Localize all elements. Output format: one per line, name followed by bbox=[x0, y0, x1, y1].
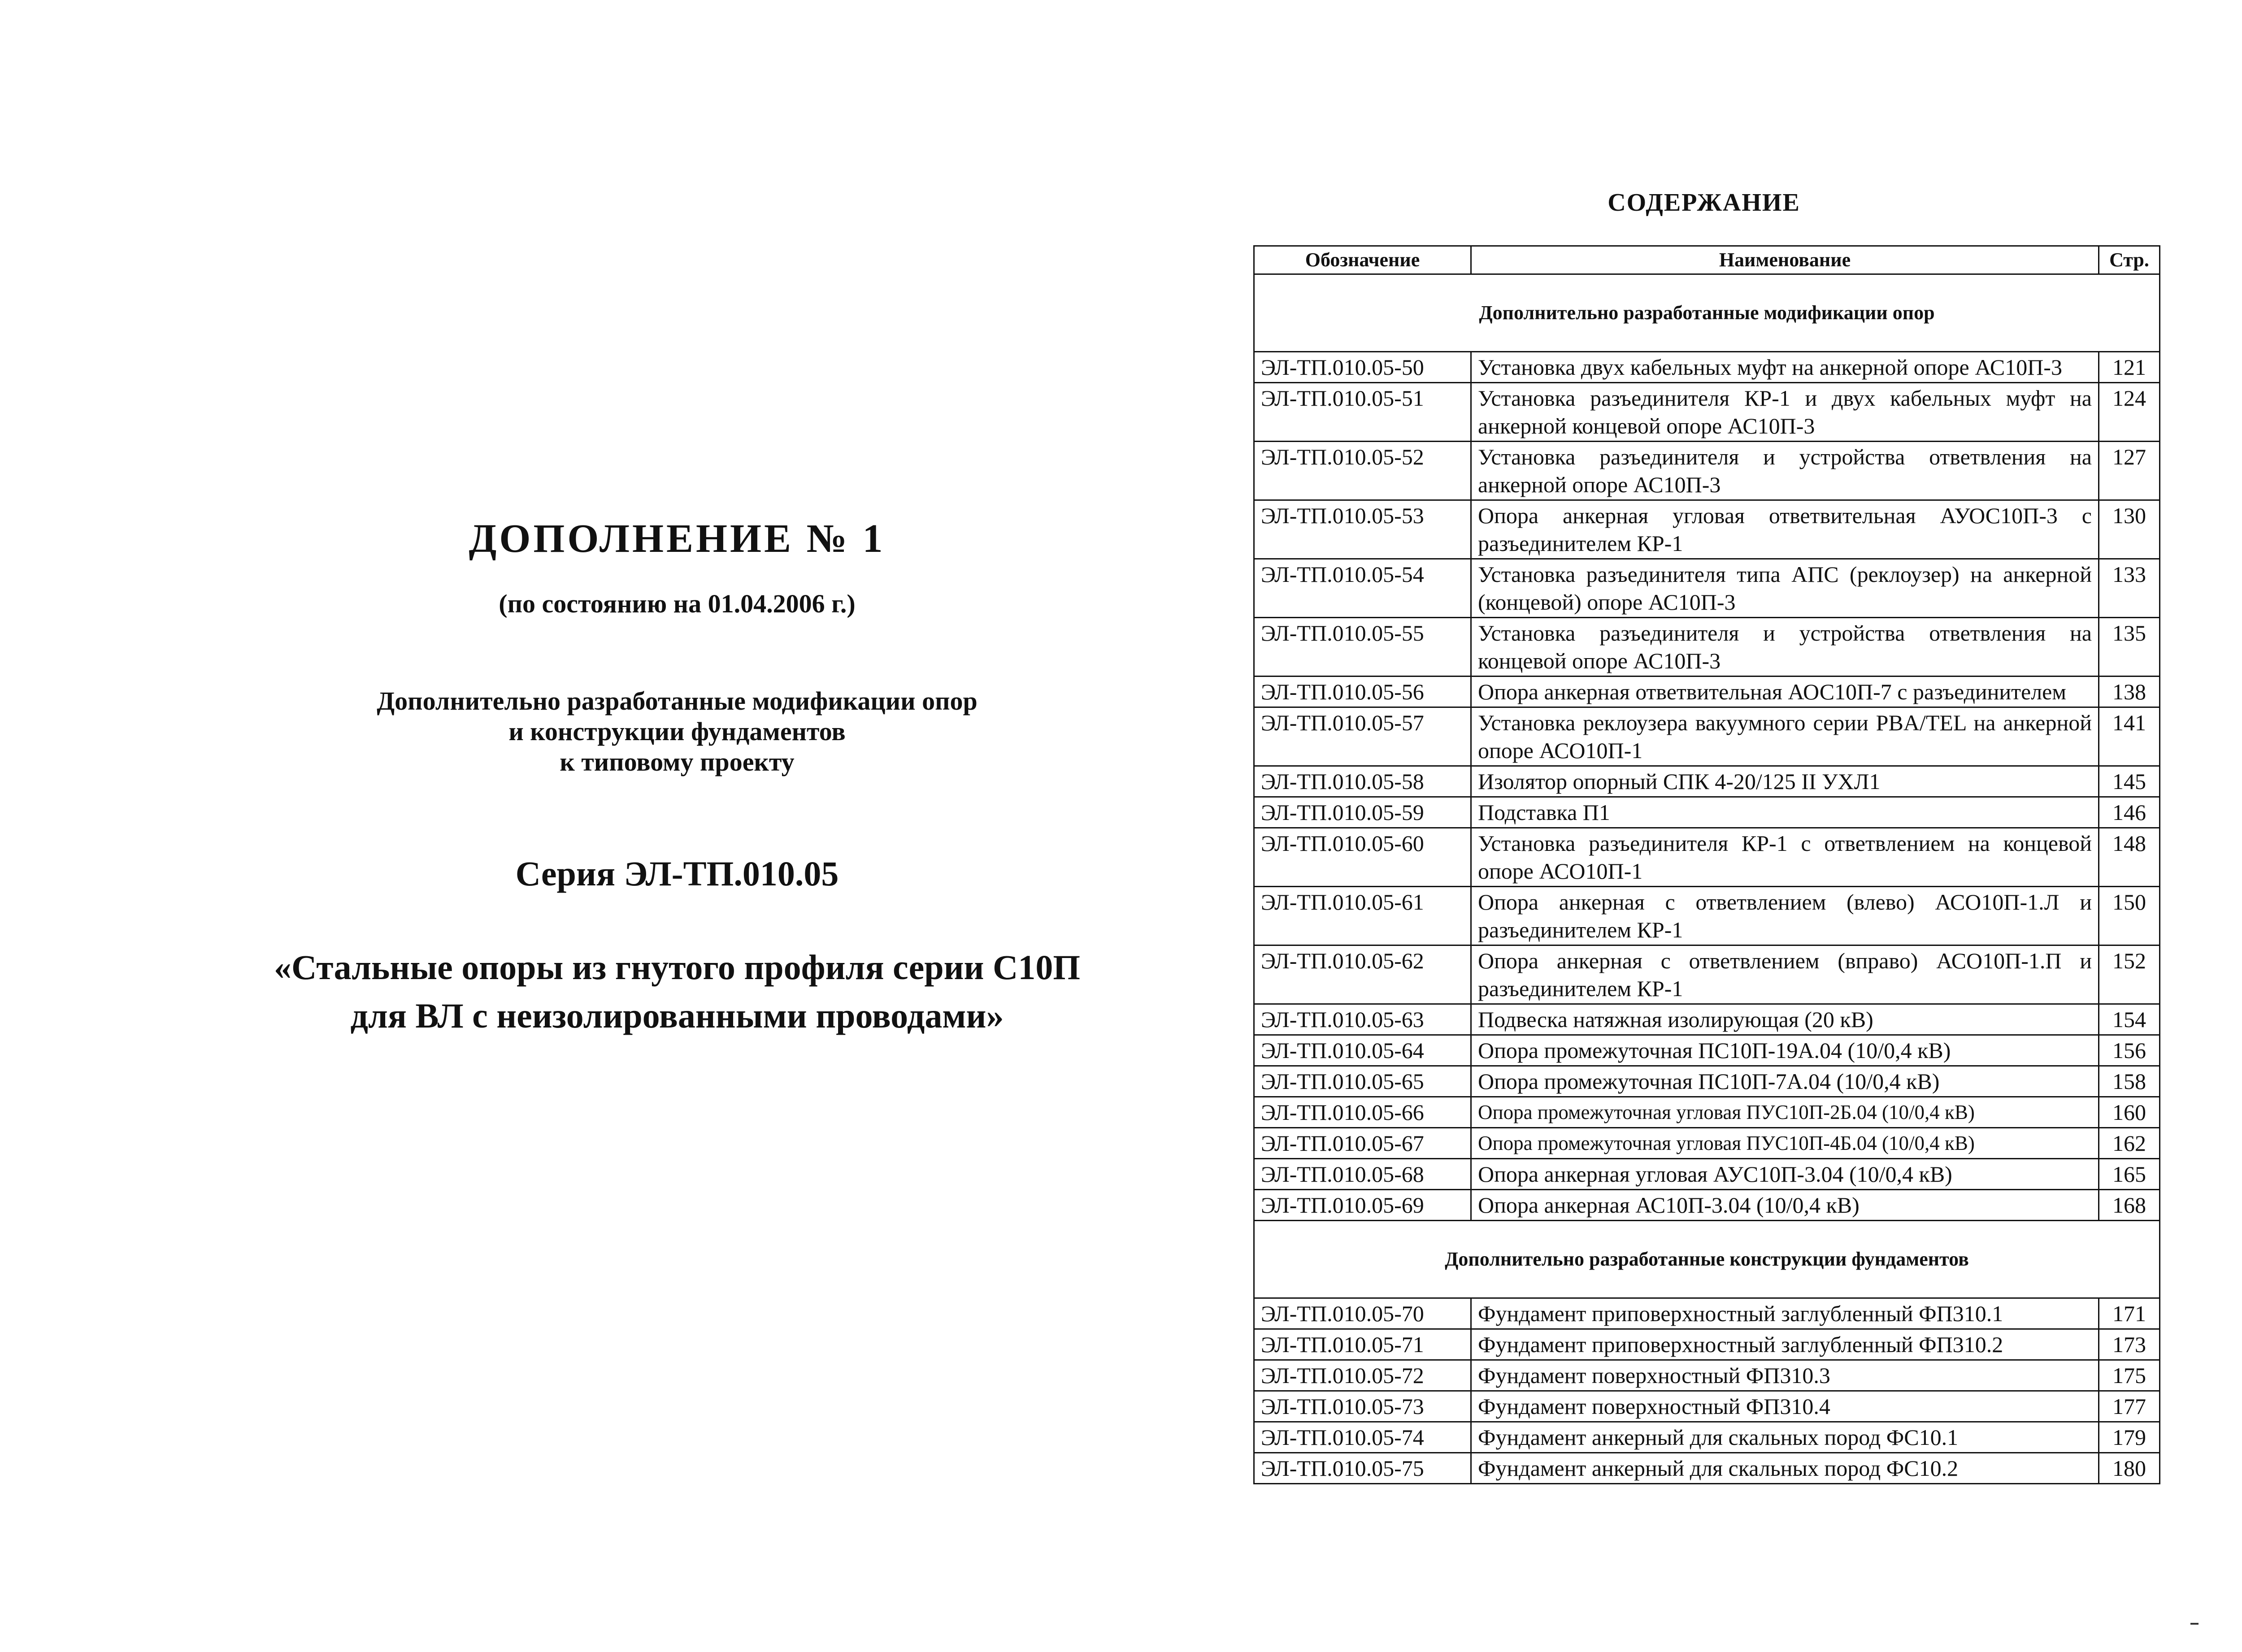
code-cell: ЭЛ-ТП.010.05-54 bbox=[1254, 559, 1471, 618]
table-row bbox=[1254, 1360, 2160, 1391]
page-cell: 160 bbox=[2099, 1097, 2160, 1128]
code-cell: ЭЛ-ТП.010.05-51 bbox=[1254, 383, 1471, 442]
name-cell: Установка реклоузера вакуумного серии PBA/TEL на анкерной опоре АСО10П-1 bbox=[1471, 707, 2099, 766]
page-cell: 121 bbox=[2099, 352, 2160, 383]
series-name-line: «Стальные опоры из гнутого профиля серии С10П bbox=[274, 948, 1080, 987]
contents-table bbox=[1253, 245, 2160, 1484]
code-cell: ЭЛ-ТП.010.05-55 bbox=[1254, 618, 1471, 676]
page-cell: 127 bbox=[2099, 442, 2160, 500]
description-line: к типовому проекту bbox=[560, 747, 795, 776]
name-cell: Опора анкерная с ответвлением (вправо) АСО10П-1.П и разъединителем КР-1 bbox=[1471, 945, 2099, 1004]
table-row bbox=[1254, 1298, 2160, 1329]
table-row bbox=[1254, 1097, 2160, 1128]
scan-mark bbox=[2190, 1623, 2199, 1625]
code-cell: ЭЛ-ТП.010.05-68 bbox=[1254, 1159, 1471, 1190]
description-line: Дополнительно разработанные модификации опор bbox=[377, 686, 978, 715]
table-row bbox=[1254, 618, 2160, 676]
page-cell: 162 bbox=[2099, 1128, 2160, 1159]
table-row bbox=[1254, 1035, 2160, 1066]
table-row bbox=[1254, 1066, 2160, 1097]
contents-title: СОДЕРЖАНИЕ bbox=[1608, 189, 1800, 217]
table-row bbox=[1254, 1453, 2160, 1484]
section-heading-row bbox=[1254, 274, 2160, 352]
page-cell: 171 bbox=[2099, 1298, 2160, 1329]
table-row bbox=[1254, 676, 2160, 707]
table-row bbox=[1254, 442, 2160, 500]
name-cell: Фундамент приповерхностный заглубленный ФП310.2 bbox=[1471, 1329, 2099, 1360]
page-cell: 158 bbox=[2099, 1066, 2160, 1097]
table-row bbox=[1254, 383, 2160, 442]
supports-section bbox=[1254, 274, 2160, 1221]
page-cell: 138 bbox=[2099, 676, 2160, 707]
page-cell: 165 bbox=[2099, 1159, 2160, 1190]
code-cell: ЭЛ-ТП.010.05-64 bbox=[1254, 1035, 1471, 1066]
page-cell: 146 bbox=[2099, 797, 2160, 828]
table-row bbox=[1254, 559, 2160, 618]
series-name-line: для ВЛ с неизолированными проводами» bbox=[350, 996, 1004, 1035]
section-heading-row bbox=[1254, 1221, 2160, 1298]
page-cell: 179 bbox=[2099, 1422, 2160, 1453]
series-name bbox=[251, 943, 1103, 1040]
code-cell: ЭЛ-ТП.010.05-62 bbox=[1254, 945, 1471, 1004]
header-name: Наименование bbox=[1471, 246, 2099, 274]
page-cell: 177 bbox=[2099, 1391, 2160, 1422]
table-row bbox=[1254, 945, 2160, 1004]
code-cell: ЭЛ-ТП.010.05-74 bbox=[1254, 1422, 1471, 1453]
code-cell: ЭЛ-ТП.010.05-73 bbox=[1254, 1391, 1471, 1422]
code-cell: ЭЛ-ТП.010.05-75 bbox=[1254, 1453, 1471, 1484]
table-row bbox=[1254, 1190, 2160, 1221]
table-row bbox=[1254, 1159, 2160, 1190]
name-cell: Установка разъединителя типа АПС (реклоузер) на анкерной (концевой) опоре АС10П-3 bbox=[1471, 559, 2099, 618]
name-cell: Опора промежуточная угловая ПУС10П-2Б.04 (10/0,4 кВ) bbox=[1471, 1097, 2099, 1128]
name-cell: Подвеска натяжная изолирующая (20 кВ) bbox=[1471, 1004, 2099, 1035]
table-row bbox=[1254, 1128, 2160, 1159]
table-row bbox=[1254, 887, 2160, 945]
name-cell: Опора анкерная с ответвлением (влево) АСО10П-1.Л и разъединителем КР-1 bbox=[1471, 887, 2099, 945]
foundations-section bbox=[1254, 1221, 2160, 1484]
code-cell: ЭЛ-ТП.010.05-71 bbox=[1254, 1329, 1471, 1360]
page-cell: 154 bbox=[2099, 1004, 2160, 1035]
name-cell: Установка разъединителя и устройства ответвления на анкерной опоре АС10П-3 bbox=[1471, 442, 2099, 500]
page-cell: 130 bbox=[2099, 500, 2160, 559]
section-heading-foundations: Дополнительно разработанные конструкции фундаментов bbox=[1254, 1221, 2160, 1298]
name-cell: Фундамент приповерхностный заглубленный ФП310.1 bbox=[1471, 1298, 2099, 1329]
name-cell: Установка разъединителя КР-1 и двух кабельных муфт на анкерной концевой опоре АС10П-3 bbox=[1471, 383, 2099, 442]
code-cell: ЭЛ-ТП.010.05-57 bbox=[1254, 707, 1471, 766]
page-cell: 124 bbox=[2099, 383, 2160, 442]
table-row bbox=[1254, 1329, 2160, 1360]
code-cell: ЭЛ-ТП.010.05-69 bbox=[1254, 1190, 1471, 1221]
title-page bbox=[251, 516, 1103, 1040]
code-cell: ЭЛ-ТП.010.05-60 bbox=[1254, 828, 1471, 887]
name-cell: Опора анкерная АС10П-3.04 (10/0,4 кВ) bbox=[1471, 1190, 2099, 1221]
code-cell: ЭЛ-ТП.010.05-52 bbox=[1254, 442, 1471, 500]
table-row bbox=[1254, 500, 2160, 559]
table-row bbox=[1254, 1004, 2160, 1035]
table-row bbox=[1254, 828, 2160, 887]
table-header-row bbox=[1254, 246, 2160, 274]
series-code: Серия ЭЛ-ТП.010.05 bbox=[515, 854, 839, 893]
name-cell: Опора анкерная ответвительная АОС10П-7 с разъединителем bbox=[1471, 676, 2099, 707]
supplement-title: ДОПОЛНЕНИЕ № 1 bbox=[469, 516, 886, 561]
name-cell: Опора анкерная угловая ответвительная АУОС10П-3 с разъединителем КР-1 bbox=[1471, 500, 2099, 559]
page-cell: 148 bbox=[2099, 828, 2160, 887]
code-cell: ЭЛ-ТП.010.05-72 bbox=[1254, 1360, 1471, 1391]
code-cell: ЭЛ-ТП.010.05-70 bbox=[1254, 1298, 1471, 1329]
page-cell: 180 bbox=[2099, 1453, 2160, 1484]
name-cell: Опора промежуточная угловая ПУС10П-4Б.04 (10/0,4 кВ) bbox=[1471, 1128, 2099, 1159]
code-cell: ЭЛ-ТП.010.05-58 bbox=[1254, 766, 1471, 797]
page-cell: 152 bbox=[2099, 945, 2160, 1004]
page-cell: 141 bbox=[2099, 707, 2160, 766]
name-cell: Фундамент анкерный для скальных пород ФС10.2 bbox=[1471, 1453, 2099, 1484]
name-cell: Установка разъединителя и устройства ответвления на концевой опоре АС10П-3 bbox=[1471, 618, 2099, 676]
page-cell: 145 bbox=[2099, 766, 2160, 797]
name-cell: Опора промежуточная ПС10П-7А.04 (10/0,4 кВ) bbox=[1471, 1066, 2099, 1097]
status-date-note: (по состоянию на 01.04.2006 г.) bbox=[499, 589, 856, 618]
section-heading-supports: Дополнительно разработанные модификации опор bbox=[1254, 274, 2160, 352]
page-cell: 156 bbox=[2099, 1035, 2160, 1066]
page-cell: 168 bbox=[2099, 1190, 2160, 1221]
table-row bbox=[1254, 1391, 2160, 1422]
name-cell: Фундамент анкерный для скальных пород ФС10.1 bbox=[1471, 1422, 2099, 1453]
table-row bbox=[1254, 707, 2160, 766]
page-cell: 150 bbox=[2099, 887, 2160, 945]
supplement-description bbox=[251, 686, 1103, 777]
name-cell: Опора промежуточная ПС10П-19А.04 (10/0,4 кВ) bbox=[1471, 1035, 2099, 1066]
page-cell: 173 bbox=[2099, 1329, 2160, 1360]
table-row bbox=[1254, 352, 2160, 383]
table-row bbox=[1254, 797, 2160, 828]
name-cell: Фундамент поверхностный ФП310.4 bbox=[1471, 1391, 2099, 1422]
code-cell: ЭЛ-ТП.010.05-66 bbox=[1254, 1097, 1471, 1128]
code-cell: ЭЛ-ТП.010.05-61 bbox=[1254, 887, 1471, 945]
header-page: Стр. bbox=[2099, 246, 2160, 274]
header-code: Обозначение bbox=[1254, 246, 1471, 274]
name-cell: Фундамент поверхностный ФП310.3 bbox=[1471, 1360, 2099, 1391]
description-line: и конструкции фундаментов bbox=[508, 717, 846, 746]
name-cell: Изолятор опорный СПК 4-20/125 II УХЛ1 bbox=[1471, 766, 2099, 797]
code-cell: ЭЛ-ТП.010.05-67 bbox=[1254, 1128, 1471, 1159]
code-cell: ЭЛ-ТП.010.05-63 bbox=[1254, 1004, 1471, 1035]
table-row bbox=[1254, 1422, 2160, 1453]
code-cell: ЭЛ-ТП.010.05-65 bbox=[1254, 1066, 1471, 1097]
table-row bbox=[1254, 766, 2160, 797]
code-cell: ЭЛ-ТП.010.05-56 bbox=[1254, 676, 1471, 707]
name-cell: Установка двух кабельных муфт на анкерной опоре АС10П-3 bbox=[1471, 352, 2099, 383]
name-cell: Подставка П1 bbox=[1471, 797, 2099, 828]
name-cell: Установка разъединителя КР-1 с ответвлением на концевой опоре АСО10П-1 bbox=[1471, 828, 2099, 887]
page-cell: 135 bbox=[2099, 618, 2160, 676]
code-cell: ЭЛ-ТП.010.05-53 bbox=[1254, 500, 1471, 559]
name-cell: Опора анкерная угловая АУС10П-3.04 (10/0,4 кВ) bbox=[1471, 1159, 2099, 1190]
code-cell: ЭЛ-ТП.010.05-50 bbox=[1254, 352, 1471, 383]
page-cell: 133 bbox=[2099, 559, 2160, 618]
code-cell: ЭЛ-ТП.010.05-59 bbox=[1254, 797, 1471, 828]
page-cell: 175 bbox=[2099, 1360, 2160, 1391]
